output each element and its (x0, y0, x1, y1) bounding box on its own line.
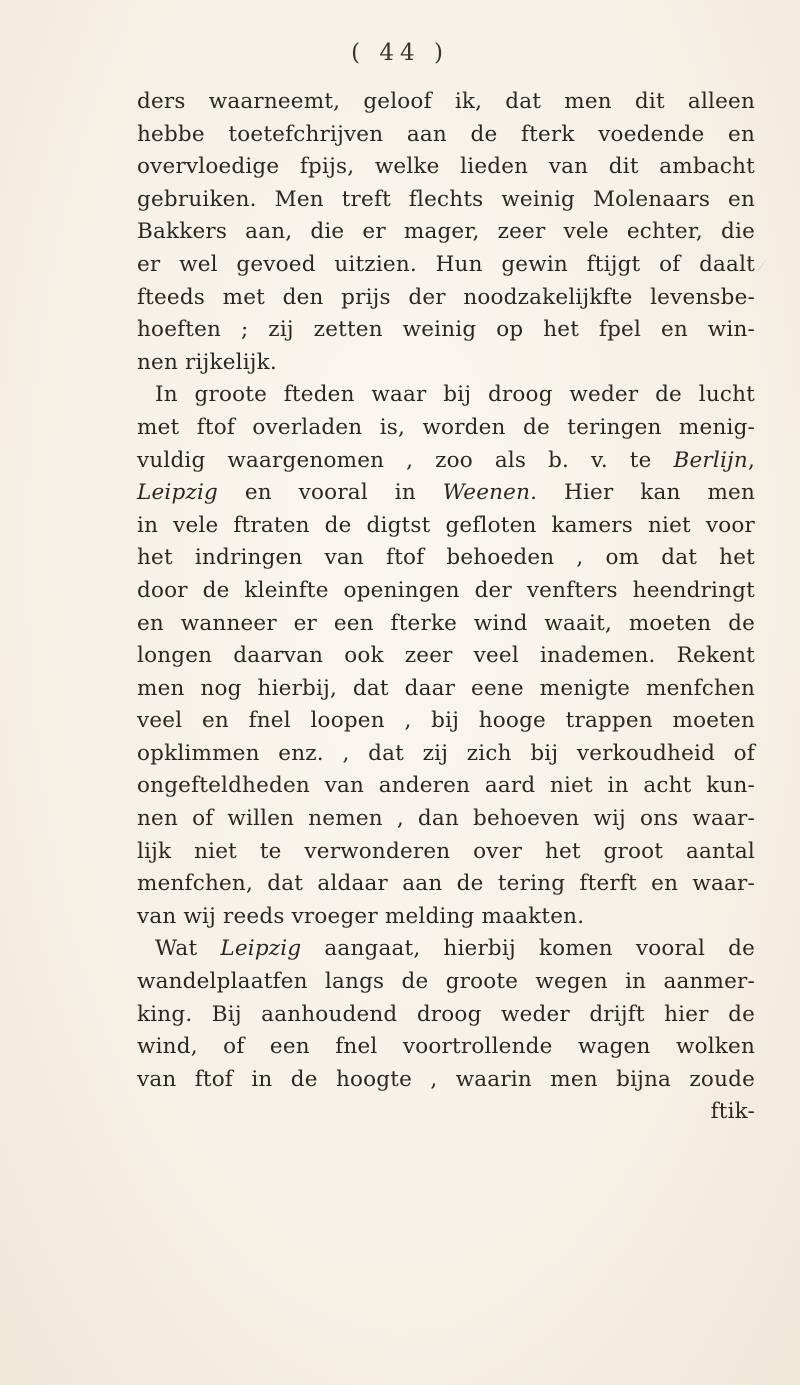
text-line (137, 314, 755, 347)
text-line (137, 868, 755, 901)
text-segment: men nog hierbij, dat daar eene menigte menfchen (137, 675, 755, 701)
text-segment: lijk niet te verwonderen over het groot aantal (137, 838, 755, 864)
text-line (137, 640, 755, 673)
text-line (137, 445, 755, 478)
text-segment: king. Bij aanhoudend droog weder drijft hier de (137, 1001, 755, 1027)
italic-text: Weenen. (442, 480, 538, 506)
text-line (137, 477, 755, 510)
text-line (137, 836, 755, 869)
paper-mark (757, 260, 774, 278)
text-segment: het indringen van ftof behoeden , om dat het (137, 545, 755, 571)
text-line (137, 249, 755, 282)
text-line (137, 119, 755, 152)
text-segment: er wel gevoed uitzien. Hun gewin ftijgt of daalt (137, 251, 755, 277)
text-segment: en wanneer er een fterke wind waait, moeten de (137, 610, 755, 636)
text-segment: wind, of een fnel voortrollende wagen wolken (137, 1034, 755, 1060)
text-line (137, 86, 755, 119)
text-segment: opklimmen enz. , dat zij zich bij verkoudheid of (137, 740, 755, 766)
text-line (137, 673, 755, 706)
text-line (137, 1031, 755, 1064)
text-line (137, 738, 755, 771)
body-text (137, 86, 755, 1129)
text-segment: ftik- (710, 1099, 755, 1125)
text-line (137, 901, 755, 934)
text-line (137, 770, 755, 803)
text-segment: overvloedige fpijs, welke lieden van dit ambacht (137, 154, 755, 180)
text-segment: nen of willen nemen , dan behoeven wij ons waar- (137, 806, 755, 832)
text-segment: in vele ftraten de digtst gefloten kamers niet voor (137, 512, 755, 538)
text-line (137, 216, 755, 249)
text-segment: van ftof in de hoogte , waarin men bijna zoude (137, 1066, 755, 1092)
text-line (137, 608, 755, 641)
text-segment: ders waarneemt, geloof ik, dat men dit alleen (137, 89, 755, 114)
text-segment: met ftof overladen is, worden de teringen menig- (137, 414, 755, 440)
text-line (137, 151, 755, 184)
text-segment: hoeften ; zij zetten weinig op het fpel en win- (137, 317, 755, 343)
text-segment: vuldig waargenomen , zoo als b. v. te (137, 447, 674, 473)
italic-text: Berlijn (673, 447, 748, 473)
text-segment: veel en fnel loopen , bij hooge trappen moeten (137, 708, 755, 734)
text-segment: gebruiken. Men treft flechts weinig Molenaars en (137, 186, 755, 212)
text-line (137, 379, 755, 412)
text-segment: , (747, 447, 755, 473)
text-line (137, 575, 755, 608)
text-segment: hebbe toetefchrijven aan de fterk voedende en (137, 121, 755, 147)
text-segment: Bakkers aan, die er mager, zeer vele echter, die (137, 219, 755, 245)
italic-text: Leipzig (220, 936, 302, 962)
text-segment: van wij reeds vroeger melding maakten. (137, 903, 585, 929)
italic-text: Leipzig (137, 480, 219, 506)
text-line (137, 1064, 755, 1097)
text-line (137, 184, 755, 217)
text-line (137, 966, 755, 999)
text-segment: fteeds met den prijs der noodzakelijkfte levensbe- (137, 284, 755, 310)
text-segment: wandelplaatfen langs de groote wegen in aanmer- (137, 969, 755, 995)
text-line (137, 933, 755, 966)
text-segment: Wat (155, 936, 221, 962)
text-segment: ongefteldheden van anderen aard niet in acht kun- (137, 773, 755, 799)
text-line (137, 347, 755, 380)
text-segment: In groote fteden waar bij droog weder de lucht (155, 382, 755, 408)
text-segment: menfchen, dat aldaar aan de tering fterft en waar- (137, 871, 755, 897)
text-line (137, 705, 755, 738)
text-line (137, 542, 755, 575)
text-segment: nen rijkelijk. (137, 349, 277, 375)
text-line (137, 803, 755, 836)
text-segment: aangaat, hierbij komen vooral de (301, 936, 755, 962)
text-segment: en vooral in (218, 480, 443, 506)
text-line (137, 999, 755, 1032)
text-segment: Hier kan men (537, 480, 755, 506)
page-number: ( 44 ) (351, 40, 449, 66)
text-segment: door de kleinfte openingen der venfters heendringt (137, 577, 755, 603)
text-line (137, 1096, 755, 1129)
text-line (137, 510, 755, 543)
text-line (137, 282, 755, 315)
text-line (137, 412, 755, 445)
text-segment: longen daarvan ook zeer veel inademen. Rekent (137, 643, 755, 669)
